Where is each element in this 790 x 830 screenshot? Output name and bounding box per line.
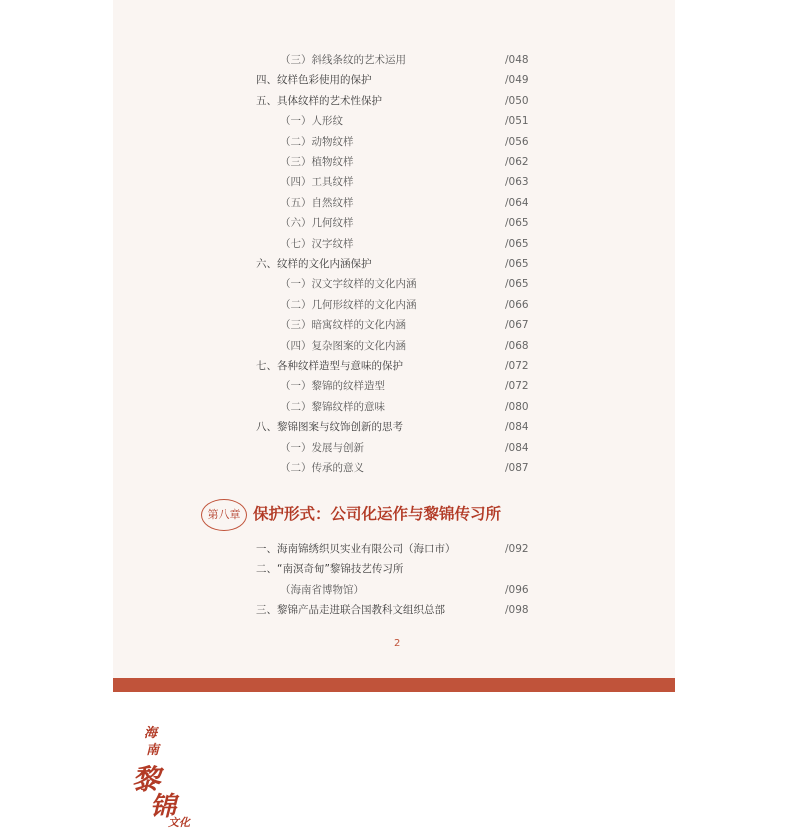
toc-entry xyxy=(113,51,675,69)
toc-entry-page: /092 xyxy=(505,543,529,555)
toc-entry-title: 七、各种纹样造型与意味的保护 xyxy=(256,360,403,372)
toc-entry-title: （一）发展与创新 xyxy=(280,441,364,454)
toc-entry-page: /098 xyxy=(505,604,529,617)
toc-entry xyxy=(113,316,675,334)
toc-entry-page: /066 xyxy=(505,298,529,311)
toc-entry-title: （七）汉字纹样 xyxy=(280,237,354,250)
toc-entry-title: 四、纹样色彩使用的保护 xyxy=(256,74,372,87)
toc-entry xyxy=(113,581,675,599)
toc-entry-title: （四）复杂图案的文化内涵 xyxy=(280,339,406,352)
toc-entry-page: /068 xyxy=(505,339,529,352)
toc-entry xyxy=(113,601,675,619)
toc-entry xyxy=(113,153,675,171)
toc-entry xyxy=(113,296,675,314)
toc-entry-page: /084 xyxy=(505,441,529,454)
toc-entry xyxy=(113,459,675,477)
toc-entry-title: （一）黎锦的纹样造型 xyxy=(280,380,385,393)
brand-char: 黎 xyxy=(132,763,161,796)
toc-entry xyxy=(113,255,675,273)
toc-entry-page: /072 xyxy=(505,380,529,393)
toc-entry-page: /067 xyxy=(505,319,529,332)
brand-char: 南 xyxy=(146,743,160,758)
toc-entry-page: /065 xyxy=(505,258,529,270)
toc-entry-title: 一、海南锦绣织贝实业有限公司（海口市） xyxy=(256,543,456,555)
toc-entry xyxy=(113,418,675,436)
toc-entry-page: /050 xyxy=(505,94,529,107)
toc-entry-page: /064 xyxy=(505,196,529,209)
toc-entry xyxy=(113,560,675,578)
toc-entry-page: /087 xyxy=(505,462,529,474)
toc-entry-title: （一）汉文字纹样的文化内涵 xyxy=(280,278,417,291)
toc-entry-page: /048 xyxy=(505,54,529,66)
toc-entry-page: /062 xyxy=(505,156,529,168)
toc-entry-title: 八、黎锦图案与纹饰创新的思考 xyxy=(256,421,403,434)
toc-entry xyxy=(113,337,675,355)
toc-entry-page: /049 xyxy=(505,74,529,87)
toc-entry-title: （六）几何纹样 xyxy=(280,217,354,230)
toc-entry-title: （二）几何形纹样的文化内涵 xyxy=(280,298,417,311)
document-page xyxy=(113,0,675,678)
footer-band xyxy=(113,678,675,692)
toc-entry-page: /065 xyxy=(505,217,529,230)
toc-entry-title: （三）斜线条纹的艺术运用 xyxy=(280,54,406,66)
toc-entry-page: /065 xyxy=(505,237,529,250)
toc-entry-title: 五、具体纹样的艺术性保护 xyxy=(256,94,382,107)
toc-entry-page: /051 xyxy=(505,115,529,128)
toc-entry-page: /080 xyxy=(505,400,529,413)
toc-entry-page: /063 xyxy=(505,176,529,189)
table-of-contents xyxy=(113,0,675,678)
toc-entry xyxy=(113,439,675,457)
toc-entry xyxy=(113,173,675,191)
toc-entry-title: （四）工具纹样 xyxy=(280,176,354,189)
toc-entry xyxy=(113,71,675,89)
toc-entry-title: （五）自然纹样 xyxy=(280,196,354,209)
toc-entry-page: /084 xyxy=(505,421,529,434)
toc-entry xyxy=(113,133,675,151)
toc-entry-title: （二）传承的意义 xyxy=(280,462,364,474)
toc-entry-page: /072 xyxy=(505,360,529,372)
toc-entry xyxy=(113,92,675,110)
toc-entry-title: （二）黎锦纹样的意味 xyxy=(280,400,385,413)
chapter-heading xyxy=(201,499,621,537)
toc-entry xyxy=(113,357,675,375)
toc-entry-title: 六、纹样的文化内涵保护 xyxy=(256,258,372,270)
page-number: 2 xyxy=(394,638,401,649)
brand-char: 海 xyxy=(144,726,158,741)
chapter-badge: 第八章 xyxy=(201,499,247,531)
toc-entry-title: （三）暗寓纹样的文化内涵 xyxy=(280,319,406,332)
toc-entry-page: /096 xyxy=(505,583,529,596)
toc-entry xyxy=(113,194,675,212)
toc-entry xyxy=(113,112,675,130)
toc-entry xyxy=(113,540,675,558)
toc-entry-page: /056 xyxy=(505,135,529,148)
toc-entry-title: 三、黎锦产品走进联合国教科文组织总部 xyxy=(256,604,445,617)
chapter-title: 保护形式：公司化运作与黎锦传习所 xyxy=(253,504,502,523)
toc-entry-title: （一）人形纹 xyxy=(280,115,343,128)
toc-entry-title: （三）植物纹样 xyxy=(280,156,354,168)
toc-entry xyxy=(113,214,675,232)
brand-char: 锦 xyxy=(150,792,177,822)
toc-entry xyxy=(113,377,675,395)
toc-entry-title: 二、“南溟奇甸”黎锦技艺传习所 xyxy=(256,563,404,576)
brand-calligraphy-logo xyxy=(132,722,190,829)
toc-entry-title: （二）动物纹样 xyxy=(280,135,354,148)
toc-entry xyxy=(113,235,675,253)
toc-entry xyxy=(113,398,675,416)
brand-char: 文化 xyxy=(168,816,190,829)
toc-entry-page: /065 xyxy=(505,278,529,291)
toc-entry-title: （海南省博物馆） xyxy=(280,583,364,596)
toc-entry xyxy=(113,275,675,293)
